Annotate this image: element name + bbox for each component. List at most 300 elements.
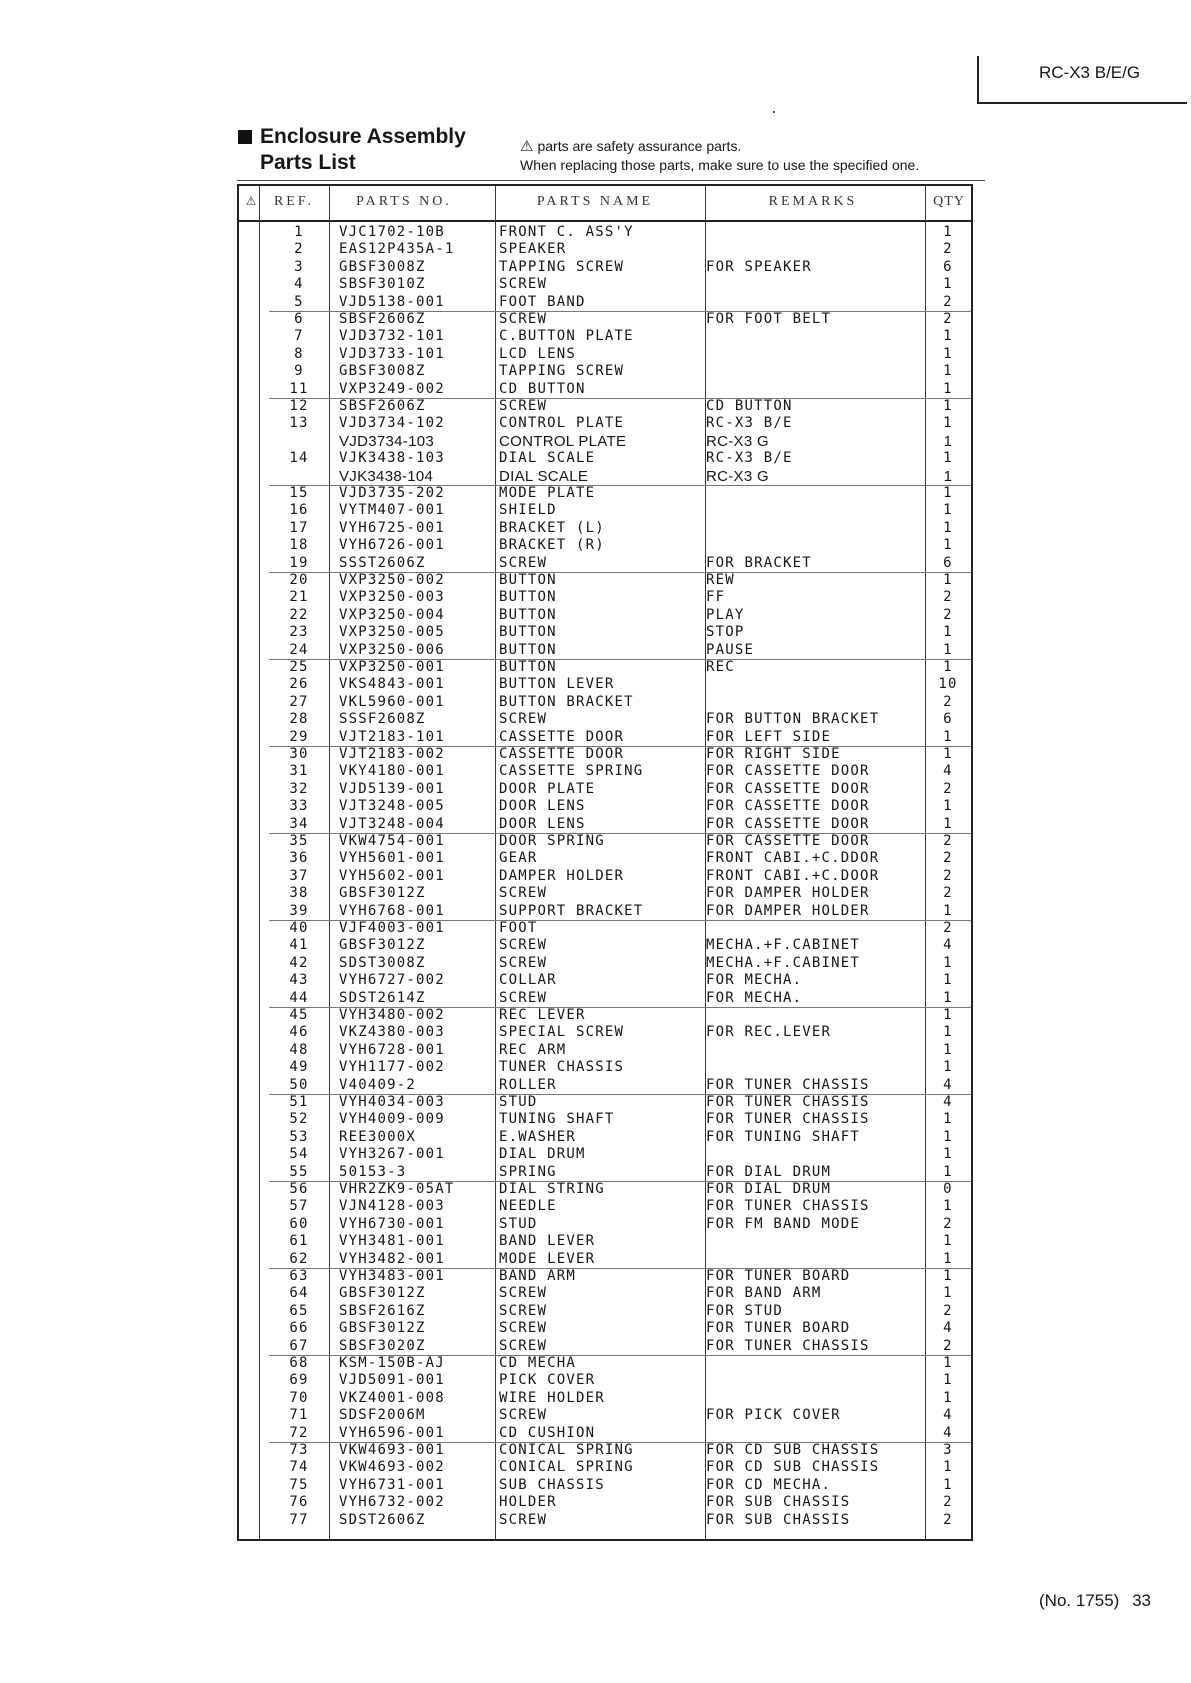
parts-no-cell: VYH6726-001 bbox=[339, 537, 445, 554]
parts-name-cell: CASSETTE DOOR bbox=[499, 728, 625, 745]
table-row bbox=[239, 1077, 971, 1094]
remarks-cell: FOR DAMPER HOLDER bbox=[706, 885, 870, 902]
parts-name-cell: SCREW bbox=[499, 1285, 548, 1302]
parts-no-cell: SDST3008Z bbox=[339, 954, 426, 971]
table-row bbox=[239, 1111, 971, 1128]
remarks-cell: RC-X3 B/E bbox=[706, 415, 793, 432]
ref-cell: 19 bbox=[289, 554, 309, 571]
remarks-cell: FOR CD SUB CHASSIS bbox=[706, 1442, 880, 1458]
parts-name-cell: BUTTON bbox=[499, 606, 557, 623]
ref-cell: 14 bbox=[289, 450, 309, 467]
table-row bbox=[239, 363, 971, 380]
remarks-cell: FOR TUNER BOARD bbox=[706, 1268, 851, 1284]
parts-no-cell: SBSF3020Z bbox=[339, 1337, 426, 1354]
ref-cell: 5 bbox=[294, 293, 304, 310]
parts-name-cell: CONICAL SPRING bbox=[499, 1442, 634, 1458]
parts-no-cell: SBSF2616Z bbox=[339, 1302, 426, 1319]
qty-cell: 1 bbox=[943, 1111, 953, 1128]
ref-cell: 75 bbox=[289, 1476, 309, 1493]
table-row bbox=[239, 1285, 971, 1302]
parts-name-cell: SCREW bbox=[499, 554, 548, 571]
qty-cell: 1 bbox=[943, 1250, 953, 1267]
parts-name-cell: DIAL DRUM bbox=[499, 1146, 586, 1163]
ref-cell: 37 bbox=[289, 867, 309, 884]
parts-name-cell: CONTROL PLATE bbox=[499, 432, 627, 450]
parts-name-cell: FOOT BAND bbox=[499, 293, 586, 310]
table-row bbox=[239, 607, 971, 624]
table-row bbox=[239, 1059, 971, 1076]
parts-name-cell: BAND ARM bbox=[499, 1268, 577, 1284]
parts-name-cell: LCD LENS bbox=[499, 345, 577, 362]
table-row bbox=[239, 990, 971, 1007]
ref-cell: 76 bbox=[289, 1494, 309, 1511]
ref-cell: 15 bbox=[289, 485, 309, 501]
parts-no-cell: SDST2614Z bbox=[339, 989, 426, 1006]
parts-no-cell: VYH3267-001 bbox=[339, 1146, 445, 1163]
qty-cell: 4 bbox=[943, 1407, 953, 1424]
ref-cell: 12 bbox=[289, 398, 309, 414]
remarks-cell: FOR PICK COVER bbox=[706, 1407, 841, 1424]
ref-cell: 63 bbox=[289, 1268, 309, 1284]
ref-cell: 72 bbox=[289, 1424, 309, 1441]
ref-cell: 44 bbox=[289, 989, 309, 1006]
parts-name-cell: SUPPORT BRACKET bbox=[499, 902, 644, 919]
parts-no-cell: GBSF3008Z bbox=[339, 363, 426, 380]
qty-cell: 1 bbox=[943, 728, 953, 745]
model-label: RC-X3 B/E/G bbox=[1039, 63, 1141, 82]
parts-no-cell: VKZ4001-008 bbox=[339, 1389, 445, 1406]
qty-cell: 4 bbox=[943, 937, 953, 954]
parts-no-cell: VJF4003-001 bbox=[339, 920, 445, 936]
parts-name-cell: SCREW bbox=[499, 311, 548, 327]
qty-cell: 2 bbox=[943, 867, 953, 884]
remarks-cell: FOR TUNER BOARD bbox=[706, 1320, 851, 1337]
qty-cell: 2 bbox=[943, 693, 953, 710]
parts-name-cell: DIAL SCALE bbox=[499, 450, 596, 467]
parts-no-cell: V40409-2 bbox=[339, 1076, 417, 1093]
parts-name-cell: COLLAR bbox=[499, 972, 557, 989]
parts-name-cell: TAPPING SCREW bbox=[499, 258, 625, 275]
remarks-cell: MECHA.+F.CABINET bbox=[706, 937, 861, 954]
parts-no-cell: EAS12P435A-1 bbox=[339, 241, 455, 258]
parts-name-cell: BUTTON bbox=[499, 624, 557, 641]
parts-no-cell: VYH3482-001 bbox=[339, 1250, 445, 1267]
ref-cell: 30 bbox=[289, 746, 309, 762]
qty-cell: 1 bbox=[943, 1146, 953, 1163]
qty-cell: 1 bbox=[943, 1163, 953, 1180]
remarks-cell: FOR CD SUB CHASSIS bbox=[706, 1459, 880, 1476]
qty-cell: 1 bbox=[943, 1372, 953, 1389]
parts-name-cell: TUNER CHASSIS bbox=[499, 1059, 625, 1076]
table-header bbox=[239, 186, 971, 222]
safety-note bbox=[520, 137, 919, 175]
remarks-cell: MECHA.+F.CABINET bbox=[706, 954, 861, 971]
parts-no-cell: VYH6730-001 bbox=[339, 1215, 445, 1232]
parts-no-cell: VYH5602-001 bbox=[339, 867, 445, 884]
qty-cell: 1 bbox=[943, 363, 953, 380]
table-row bbox=[239, 903, 971, 920]
remarks-cell: FOR TUNER CHASSIS bbox=[706, 1076, 870, 1093]
parts-name-cell: SPRING bbox=[499, 1163, 557, 1180]
remarks-cell: FOR DIAL DRUM bbox=[706, 1181, 832, 1197]
parts-no-cell: SDSF2006M bbox=[339, 1407, 426, 1424]
qty-cell: 1 bbox=[943, 624, 953, 641]
parts-no-cell: 50153-3 bbox=[339, 1163, 407, 1180]
table-row bbox=[239, 328, 971, 345]
ref-cell: 40 bbox=[289, 920, 309, 936]
parts-no-cell: VJT3248-005 bbox=[339, 798, 445, 815]
qty-cell: 3 bbox=[943, 1442, 953, 1458]
table-row bbox=[239, 398, 971, 415]
parts-no-cell: VYH1177-002 bbox=[339, 1059, 445, 1076]
parts-no-cell: VKS4843-001 bbox=[339, 676, 445, 693]
ref-cell: 71 bbox=[289, 1407, 309, 1424]
table-row bbox=[239, 955, 971, 972]
parts-no-cell: VJD5138-001 bbox=[339, 293, 445, 310]
ref-cell: 35 bbox=[289, 833, 309, 849]
qty-cell: 2 bbox=[943, 606, 953, 623]
ref-cell: 51 bbox=[289, 1094, 309, 1110]
ref-cell: 31 bbox=[289, 763, 309, 780]
parts-name-cell: SUB CHASSIS bbox=[499, 1476, 605, 1493]
qty-cell: 2 bbox=[943, 920, 953, 936]
table-row bbox=[239, 1320, 971, 1337]
parts-no-cell: VJT2183-002 bbox=[339, 746, 445, 762]
ref-cell: 66 bbox=[289, 1320, 309, 1337]
table-row bbox=[239, 1129, 971, 1146]
parts-no-cell: VKZ4380-003 bbox=[339, 1024, 445, 1041]
ref-cell: 13 bbox=[289, 415, 309, 432]
parts-no-cell: VYTM407-001 bbox=[339, 502, 445, 519]
parts-name-cell: STUD bbox=[499, 1215, 538, 1232]
ref-cell: 11 bbox=[289, 380, 309, 397]
qty-cell: 2 bbox=[943, 780, 953, 797]
parts-name-cell: FRONT C. ASS'Y bbox=[499, 224, 634, 240]
parts-name-cell: CASSETTE SPRING bbox=[499, 763, 644, 780]
table-row bbox=[239, 1181, 971, 1198]
qty-cell: 0 bbox=[943, 1181, 953, 1197]
parts-name-cell: SCREW bbox=[499, 711, 548, 728]
parts-no-cell: VYH6768-001 bbox=[339, 902, 445, 919]
parts-table bbox=[237, 184, 973, 1541]
table-row bbox=[239, 763, 971, 780]
remarks-cell: PLAY bbox=[706, 606, 745, 623]
parts-no-cell: GBSF3012Z bbox=[339, 1320, 426, 1337]
table-row bbox=[239, 346, 971, 363]
parts-no-cell: VXP3250-001 bbox=[339, 659, 445, 675]
ref-cell: 46 bbox=[289, 1024, 309, 1041]
parts-name-cell: BUTTON bbox=[499, 589, 557, 606]
qty-cell: 1 bbox=[943, 1476, 953, 1493]
table-row bbox=[239, 1251, 971, 1268]
parts-name-cell: NEEDLE bbox=[499, 1198, 557, 1215]
parts-no-cell: VJC1702-10B bbox=[339, 224, 445, 240]
header-parts-name: PARTS NAME bbox=[536, 194, 654, 209]
remarks-cell: FOR DAMPER HOLDER bbox=[706, 902, 870, 919]
parts-name-cell: DOOR SPRING bbox=[499, 833, 605, 849]
qty-cell: 2 bbox=[943, 241, 953, 258]
parts-name-cell: PICK COVER bbox=[499, 1372, 596, 1389]
qty-cell: 1 bbox=[943, 537, 953, 554]
ref-cell: 20 bbox=[289, 572, 309, 588]
header-ref: REF. bbox=[273, 194, 315, 209]
parts-no-cell: GBSF3012Z bbox=[339, 1285, 426, 1302]
parts-name-cell: REC ARM bbox=[499, 1041, 567, 1058]
square-bullet-icon bbox=[238, 130, 252, 144]
ref-cell: 65 bbox=[289, 1302, 309, 1319]
qty-cell: 2 bbox=[943, 311, 953, 327]
parts-name-cell: SCREW bbox=[499, 989, 548, 1006]
qty-cell: 4 bbox=[943, 1076, 953, 1093]
parts-name-cell: BUTTON LEVER bbox=[499, 676, 615, 693]
table-row bbox=[239, 1407, 971, 1424]
ref-cell: 18 bbox=[289, 537, 309, 554]
parts-name-cell: CONICAL SPRING bbox=[499, 1459, 634, 1476]
qty-cell: 2 bbox=[943, 1337, 953, 1354]
ref-cell: 6 bbox=[294, 311, 304, 327]
ref-cell: 33 bbox=[289, 798, 309, 815]
parts-no-cell: SBSF2606Z bbox=[339, 398, 426, 414]
table-row bbox=[239, 555, 971, 572]
remarks-cell: FOR FM BAND MODE bbox=[706, 1215, 861, 1232]
page-number: 33 bbox=[1132, 1591, 1151, 1610]
ref-cell: 77 bbox=[289, 1511, 309, 1528]
remarks-cell: FOR DIAL DRUM bbox=[706, 1163, 832, 1180]
parts-name-cell: BUTTON BRACKET bbox=[499, 693, 634, 710]
ref-cell: 7 bbox=[294, 328, 304, 345]
table-row bbox=[239, 433, 971, 450]
qty-cell: 1 bbox=[943, 467, 953, 485]
table-row bbox=[239, 798, 971, 815]
parts-no-cell: VKY4180-001 bbox=[339, 763, 445, 780]
parts-no-cell: VHR2ZK9-05AT bbox=[339, 1181, 455, 1197]
ref-cell: 67 bbox=[289, 1337, 309, 1354]
qty-cell: 4 bbox=[943, 763, 953, 780]
qty-cell: 1 bbox=[943, 746, 953, 762]
remarks-cell: FOR BRACKET bbox=[706, 554, 812, 571]
parts-name-cell: SPECIAL SCREW bbox=[499, 1024, 625, 1041]
qty-cell: 1 bbox=[943, 954, 953, 971]
ref-cell: 16 bbox=[289, 502, 309, 519]
qty-cell: 1 bbox=[943, 1041, 953, 1058]
parts-name-cell: CONTROL PLATE bbox=[499, 415, 625, 432]
ref-cell: 54 bbox=[289, 1146, 309, 1163]
parts-no-cell: VJT2183-101 bbox=[339, 728, 445, 745]
ref-cell: 9 bbox=[294, 363, 304, 380]
remarks-cell: FOR LEFT SIDE bbox=[706, 728, 832, 745]
ref-cell: 23 bbox=[289, 624, 309, 641]
header-warning-icon: ⚠ bbox=[245, 194, 257, 208]
model-box bbox=[977, 56, 1187, 104]
parts-no-cell: VKL5960-001 bbox=[339, 693, 445, 710]
parts-no-cell: SBSF2606Z bbox=[339, 311, 426, 327]
parts-name-cell: TUNING SHAFT bbox=[499, 1111, 615, 1128]
qty-cell: 1 bbox=[943, 519, 953, 536]
ref-cell: 4 bbox=[294, 276, 304, 293]
parts-no-cell: GBSF3008Z bbox=[339, 258, 426, 275]
table-row bbox=[239, 1268, 971, 1285]
parts-name-cell: SCREW bbox=[499, 398, 548, 414]
table-row bbox=[239, 1459, 971, 1476]
qty-cell: 2 bbox=[943, 1302, 953, 1319]
table-row bbox=[239, 937, 971, 954]
parts-no-cell: REE3000X bbox=[339, 1128, 417, 1145]
qty-cell: 1 bbox=[943, 1198, 953, 1215]
qty-cell: 1 bbox=[943, 572, 953, 588]
remarks-cell: FOR SUB CHASSIS bbox=[706, 1511, 851, 1528]
ref-cell: 61 bbox=[289, 1233, 309, 1250]
ref-cell: 48 bbox=[289, 1041, 309, 1058]
parts-no-cell: VXP3249-002 bbox=[339, 380, 445, 397]
table-row bbox=[239, 294, 971, 311]
table-row bbox=[239, 1042, 971, 1059]
remarks-cell: RC-X3 B/E bbox=[706, 450, 793, 467]
remarks-cell: FOR STUD bbox=[706, 1302, 784, 1319]
parts-no-cell: VJD3734-103 bbox=[339, 432, 435, 450]
table-row bbox=[239, 520, 971, 537]
remarks-cell: FOR TUNER CHASSIS bbox=[706, 1337, 870, 1354]
qty-cell: 4 bbox=[943, 1320, 953, 1337]
table-row bbox=[239, 1355, 971, 1372]
table-row bbox=[239, 224, 971, 241]
parts-no-cell: VXP3250-002 bbox=[339, 572, 445, 588]
remarks-cell: FOR CD MECHA. bbox=[706, 1476, 832, 1493]
page-footer bbox=[1039, 1591, 1151, 1611]
warning-icon: ⚠ bbox=[520, 138, 534, 155]
title-line-2: Parts List bbox=[260, 151, 356, 174]
ref-cell: 70 bbox=[289, 1389, 309, 1406]
table-row bbox=[239, 502, 971, 519]
parts-name-cell: SCREW bbox=[499, 1320, 548, 1337]
parts-name-cell: BUTTON bbox=[499, 572, 557, 588]
ref-cell: 64 bbox=[289, 1285, 309, 1302]
parts-name-cell: BRACKET (L) bbox=[499, 519, 605, 536]
parts-name-cell: STUD bbox=[499, 1094, 538, 1110]
remarks-cell: FOR CASSETTE DOOR bbox=[706, 798, 870, 815]
qty-cell: 1 bbox=[943, 345, 953, 362]
qty-cell: 1 bbox=[943, 815, 953, 832]
ref-cell: 34 bbox=[289, 815, 309, 832]
parts-no-cell: SBSF3010Z bbox=[339, 276, 426, 293]
qty-cell: 2 bbox=[943, 833, 953, 849]
remarks-cell: PAUSE bbox=[706, 641, 755, 658]
table-row bbox=[239, 1094, 971, 1111]
remarks-cell: FOR TUNER CHASSIS bbox=[706, 1094, 870, 1110]
remarks-cell: FOR REC.LEVER bbox=[706, 1024, 832, 1041]
ref-cell: 62 bbox=[289, 1250, 309, 1267]
table-row bbox=[239, 1024, 971, 1041]
table-row bbox=[239, 972, 971, 989]
parts-no-cell: VYH5601-001 bbox=[339, 850, 445, 867]
ref-cell: 43 bbox=[289, 972, 309, 989]
qty-cell: 1 bbox=[943, 659, 953, 675]
remarks-cell: REC bbox=[706, 659, 735, 675]
parts-name-cell: DAMPER HOLDER bbox=[499, 867, 625, 884]
remarks-cell: FOR SPEAKER bbox=[706, 258, 812, 275]
qty-cell: 1 bbox=[943, 1355, 953, 1371]
parts-no-cell: VJD3733-101 bbox=[339, 345, 445, 362]
parts-no-cell: VYH6725-001 bbox=[339, 519, 445, 536]
remarks-cell: FOR MECHA. bbox=[706, 972, 803, 989]
qty-cell: 1 bbox=[943, 798, 953, 815]
qty-cell: 2 bbox=[943, 1511, 953, 1528]
table-row bbox=[239, 850, 971, 867]
parts-no-cell: VJD3735-202 bbox=[339, 485, 445, 501]
table-row bbox=[239, 1477, 971, 1494]
qty-cell: 1 bbox=[943, 989, 953, 1006]
qty-cell: 10 bbox=[938, 676, 958, 693]
table-row bbox=[239, 816, 971, 833]
qty-cell: 1 bbox=[943, 1389, 953, 1406]
qty-cell: 1 bbox=[943, 972, 953, 989]
parts-name-cell: MODE PLATE bbox=[499, 485, 596, 501]
parts-no-cell: VJN4128-003 bbox=[339, 1198, 445, 1215]
ref-cell: 41 bbox=[289, 937, 309, 954]
table-row bbox=[239, 311, 971, 328]
parts-name-cell: SCREW bbox=[499, 1511, 548, 1528]
table-row bbox=[239, 381, 971, 398]
ref-cell: 2 bbox=[294, 241, 304, 258]
table-row bbox=[239, 589, 971, 606]
table-row bbox=[239, 1425, 971, 1442]
qty-cell: 1 bbox=[943, 902, 953, 919]
ref-cell: 29 bbox=[289, 728, 309, 745]
remarks-cell: FOR CASSETTE DOOR bbox=[706, 780, 870, 797]
parts-no-cell: VJD3732-101 bbox=[339, 328, 445, 345]
parts-no-cell: VYH3480-002 bbox=[339, 1007, 445, 1023]
qty-cell: 1 bbox=[943, 1459, 953, 1476]
parts-no-cell: VJK3438-103 bbox=[339, 450, 445, 467]
ref-cell: 25 bbox=[289, 659, 309, 675]
remarks-cell: RC-X3 G bbox=[706, 432, 769, 450]
table-row bbox=[239, 729, 971, 746]
qty-cell: 4 bbox=[943, 1424, 953, 1441]
ref-cell: 3 bbox=[294, 258, 304, 275]
table-row bbox=[239, 1512, 971, 1529]
parts-name-cell: C.BUTTON PLATE bbox=[499, 328, 634, 345]
parts-name-cell: SCREW bbox=[499, 954, 548, 971]
parts-name-cell: CD MECHA bbox=[499, 1355, 577, 1371]
document-number: (No. 1755) bbox=[1039, 1591, 1120, 1610]
parts-no-cell: GBSF3012Z bbox=[339, 885, 426, 902]
qty-cell: 1 bbox=[943, 1268, 953, 1284]
parts-no-cell: VYH6732-002 bbox=[339, 1494, 445, 1511]
parts-name-cell: BUTTON bbox=[499, 659, 557, 675]
ref-cell: 45 bbox=[289, 1007, 309, 1023]
qty-cell: 2 bbox=[943, 1494, 953, 1511]
parts-no-cell: VJT3248-004 bbox=[339, 815, 445, 832]
parts-name-cell: SCREW bbox=[499, 1302, 548, 1319]
parts-name-cell: DOOR LENS bbox=[499, 798, 586, 815]
note-line-2: When replacing those parts, make sure to use the specified one. bbox=[520, 157, 920, 173]
ref-cell: 17 bbox=[289, 519, 309, 536]
remarks-cell: FOR CASSETTE DOOR bbox=[706, 763, 870, 780]
ref-cell: 69 bbox=[289, 1372, 309, 1389]
table-row bbox=[239, 1390, 971, 1407]
table-row bbox=[239, 1216, 971, 1233]
ref-cell: 68 bbox=[289, 1355, 309, 1371]
qty-cell: 1 bbox=[943, 276, 953, 293]
ref-cell: 21 bbox=[289, 589, 309, 606]
table-row bbox=[239, 1164, 971, 1181]
parts-name-cell: DOOR LENS bbox=[499, 815, 586, 832]
remarks-cell: FRONT CABI.+C.DOOR bbox=[706, 867, 880, 884]
parts-name-cell: MODE LEVER bbox=[499, 1250, 596, 1267]
qty-cell: 1 bbox=[943, 398, 953, 414]
parts-no-cell: VKW4693-001 bbox=[339, 1442, 445, 1458]
remarks-cell: CD BUTTON bbox=[706, 398, 793, 414]
ref-cell: 73 bbox=[289, 1442, 309, 1458]
